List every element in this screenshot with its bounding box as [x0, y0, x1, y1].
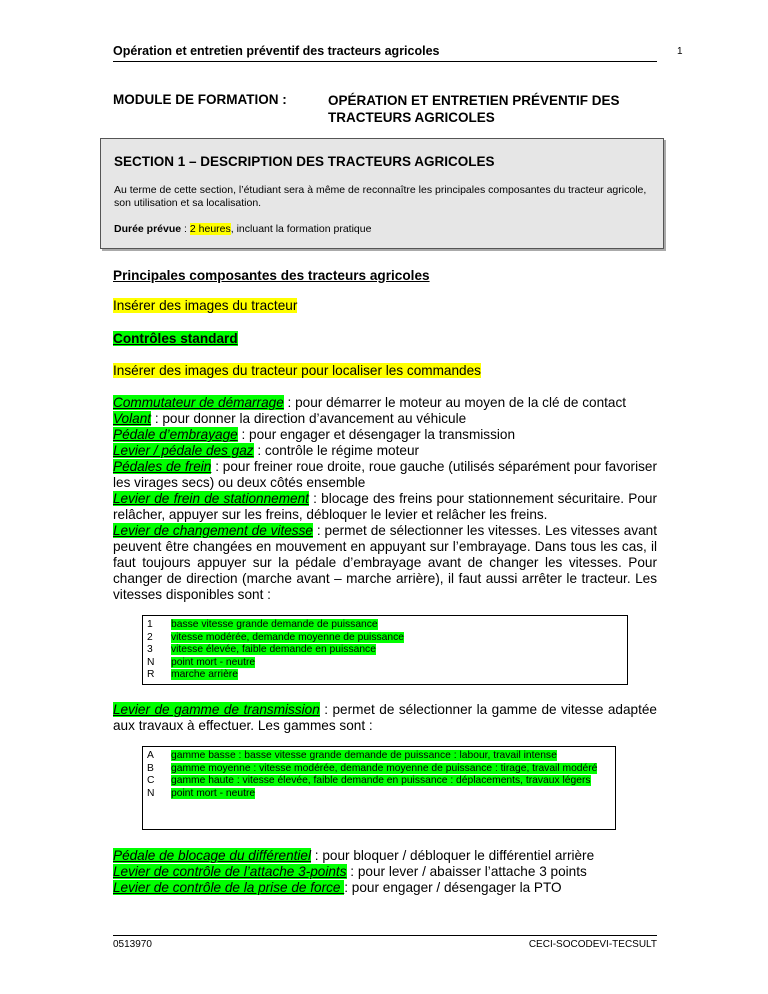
- section-intro: Au terme de cette section, l’étudiant sera à même de reconnaître les principales composantes du tracteur agricole, son utilisation et sa localisation.: [114, 184, 647, 209]
- control-item: Pédale d’embrayage : pour engager et désengager la transmission: [113, 427, 516, 442]
- main-heading: Principales composantes des tracteurs agricoles: [113, 268, 430, 283]
- footer-rule: [113, 935, 657, 936]
- insert-images-note: Insérer des images du tracteur: [113, 298, 298, 313]
- control-item: Pédale de blocage du différentiel : pour bloquer / débloquer le différentiel arrière: [113, 848, 595, 863]
- controls-heading: Contrôles standard: [113, 331, 238, 346]
- insert-images-controls-note: Insérer des images du tracteur pour localiser les commandes: [113, 363, 481, 378]
- range-row: A gamme basse : basse vitesse grande demande de puissance : labour, travail intense: [147, 750, 557, 761]
- control-item: Levier de contrôle de l’attache 3-points : pour lever / abaisser l’attache 3 points: [113, 864, 587, 879]
- speed-row: 3 vitesse élevée, faible demande en puissance: [147, 644, 376, 655]
- speed-row: 1 basse vitesse grande demande de puissance: [147, 619, 378, 630]
- duration-value: 2 heures: [189, 223, 231, 235]
- speeds-box: [142, 615, 628, 685]
- control-item: Levier / pédale des gaz : contrôle le régime moteur: [113, 443, 420, 458]
- control-item: Levier de contrôle de la prise de force : pour engager / désengager la PTO: [113, 880, 562, 895]
- control-item: Volant : pour donner la direction d’avancement au véhicule: [113, 411, 467, 426]
- more-controls-list: [113, 848, 657, 896]
- range-row: C gamme haute : vitesse élevée, faible demande en puissance : déplacements, travaux légers: [147, 775, 591, 786]
- control-item: Pédales de frein : pour freiner roue droite, roue gauche (utilisés séparément pour favoriser les virages secs) ou deux côtés ensemble: [113, 459, 657, 490]
- module-label: MODULE DE FORMATION :: [113, 92, 287, 107]
- range-lever-paragraph: Levier de gamme de transmission : permet de sélectionner la gamme de vitesse adaptée aux travaux à effectuer. Les gammes sont :: [113, 702, 657, 733]
- section-duration: Durée prévue : 2 heures, incluant la formation pratique: [114, 223, 372, 235]
- duration-label: Durée prévue: [114, 223, 182, 235]
- footer-left: 0513970: [113, 939, 152, 950]
- control-item: Commutateur de démarrage : pour démarrer le moteur au moyen de la clé de contact: [113, 395, 627, 410]
- controls-list: [113, 395, 657, 603]
- range-row: B gamme moyenne : vitesse modérée, demande moyenne de puissance : tirage, travail modéré: [147, 762, 598, 774]
- ranges-box: [142, 746, 616, 830]
- module-title: OPÉRATION ET ENTRETIEN PRÉVENTIF DES TRACTEURS AGRICOLES: [328, 93, 620, 125]
- speed-row: 2 vitesse modérée, demande moyenne de puissance: [147, 631, 404, 643]
- control-item: Levier de changement de vitesse : permet de sélectionner les vitesses. Les vitesses avant peuvent être changées en mouvement en appuyant sur l’embrayage. Dans tous les cas, il faut toujours appuyer sur la pédale d’embrayage avant de changer les vitesses. Pour changer de direction (marche avant – marche arrière), il faut aussi arrêter le tracteur. Les vitesses disponibles sont :: [113, 523, 657, 602]
- range-row: N point mort - neutre: [147, 787, 256, 799]
- page-number: 1: [677, 46, 683, 57]
- speed-row: R marche arrière: [147, 669, 238, 680]
- section-box: [100, 138, 664, 249]
- footer-right: CECI-SOCODEVI-TECSULT: [528, 939, 657, 950]
- running-header: Opération et entretien préventif des tracteurs agricoles: [113, 44, 440, 58]
- speed-row: N point mort - neutre: [147, 656, 256, 668]
- section-title: SECTION 1 – DESCRIPTION DES TRACTEURS AGRICOLES: [114, 154, 495, 169]
- control-item: Levier de frein de stationnement : blocage des freins pour stationnement sécuritaire. Pour relâcher, appuyer sur les freins, débloquer le levier et relâcher les freins.: [113, 491, 657, 522]
- header-rule: [113, 61, 657, 62]
